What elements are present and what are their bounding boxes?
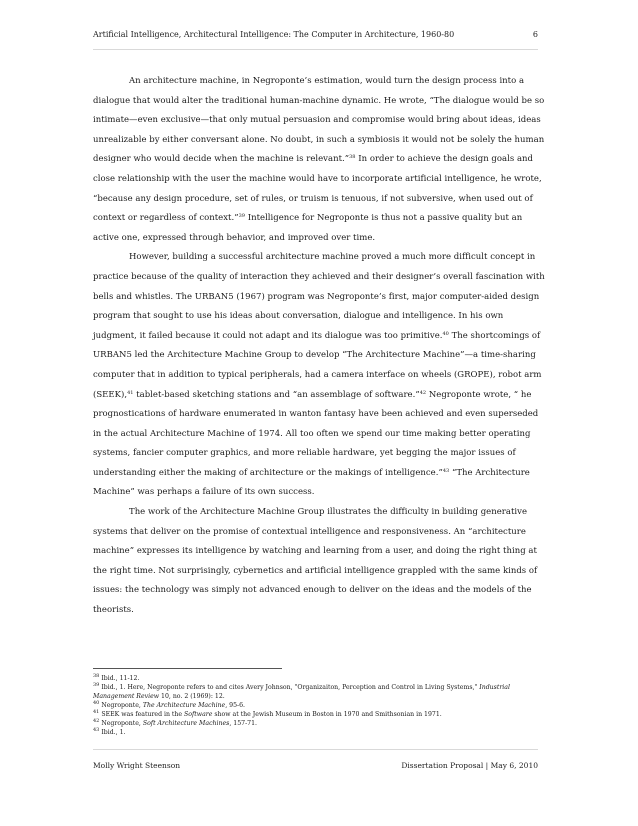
footer-rule <box>93 749 538 750</box>
running-footer <box>93 761 538 770</box>
text-run: Negroponte, <box>99 702 143 709</box>
footnote-ref: 38 <box>349 154 356 161</box>
footnote-ref: 42 <box>419 389 427 396</box>
text-run: show at the Jewish Museum in Boston in 1970 and Smithsonian in 1971. <box>212 711 442 718</box>
text-run: However, building a successful architecture machine proved a much more difficult concept in practice because of the quality of interaction they achieved and their designer’s overall fascination with bells and whistles. The URBAN5 (1967) program was Negroponte’s first, major computer-aided design program that sought to use his ideas about conversation, dialogue and intelligence. In his own judgment, it failed because it could not adapt and its dialogue was too primitive. <box>93 252 545 341</box>
running-header <box>93 30 538 39</box>
footnote-ref: 39 <box>238 213 245 220</box>
italic-title: The Architecture Machine <box>142 702 226 709</box>
paragraph-1 <box>93 72 545 248</box>
text-run: Ibid., 11-12. <box>99 675 140 682</box>
footnotes <box>93 674 545 737</box>
footnote-number: 42 <box>93 718 100 724</box>
footnote-ref: 41 <box>127 389 134 396</box>
header-rule <box>93 49 538 50</box>
footnote-separator <box>93 668 282 669</box>
italic-title: Soft Architecture Machines <box>142 720 230 727</box>
footnote-ref: 40 <box>442 330 449 337</box>
text-run: An architecture machine, in Negroponte’s estimation, would turn the design process into a dialogue that would alter the traditional human-machine dynamic. He wrote, “The dialogue would be so intimate—even exclusive—that only mutual persuasion and compromise would bring about ideas, ideas unrealizable by either conversant alone. No doubt, in such a symbiosis it would not be solely the human designer who would decide when the machine is relevant.” <box>93 76 545 165</box>
text-run: SEEK was featured in the <box>99 711 185 718</box>
text-run: Negroponte wrote, “ he prognostications of hardware enumerated in wanton fantasy have been achieved and even superseded in the actual Architecture Machine of 1974. All too often we spend our time making better operating systems, fancier computer graphics, and more reliable hardware, yet begging the major issues of understanding either the making of architecture or the makings of intelligence.” <box>93 389 539 478</box>
text-run: In order to achieve the design goals and close relationship with the user the machine would have to incorporate artificial intelligence, he wrote, “because any design procedure, set of rules, or truism is tenuous, if not subversive, when used out of context or regardless of context.” <box>93 154 542 224</box>
footnote-number: 43 <box>93 727 100 733</box>
text-run: Intelligence for Negroponte is thus not a passive quality but an active one, expressed through behavior, and improved over time. <box>93 213 523 243</box>
paragraph-3 <box>93 503 545 621</box>
footnote-number: 38 <box>93 673 100 679</box>
text-run: , 157-71. <box>229 720 258 727</box>
text-run: “The Architecture Machine” was perhaps a failure of its own success. <box>93 467 530 498</box>
text-run: The shortcomings of URBAN5 led the Architecture Machine Group to develop “The Architecture Machine”—a time-sharing computer that in addition to typical peripherals, had a camera interface on wheels (GROPE), robot arm (SEEK), <box>93 330 542 400</box>
paragraph-2 <box>93 248 545 503</box>
text-run: Negroponte, <box>99 720 143 727</box>
footnote-ref: 43 <box>442 467 450 474</box>
italic-title: Software <box>184 711 213 718</box>
text-run: 10, no. 2 (1969): 12. <box>159 693 225 700</box>
body-text <box>93 72 545 621</box>
footnote-42 <box>93 719 545 728</box>
text-run: The work of the Architecture Machine Group illustrates the difficulty in building generative systems that deliver on the promise of contextual intelligence and responsiveness. An “architecture machine” expresses its intelligence by watching and learning from a user, and doing the right thing at the right time. Not surprisingly, cybernetics and artificial intelligence grappled with the same kinds of issues: the technology was simply not advanced enough to deliver on the ideas and the models of the theorists. <box>93 507 538 616</box>
footnote-number: 39 <box>93 682 100 688</box>
page-number: 6 <box>532 30 538 39</box>
text-run: Ibid., 1. Here, Negroponte refers to and cites Avery Johnson, "Organizaiton, Perception and Control in Living Systems," <box>99 684 480 691</box>
footnote-38 <box>93 674 545 683</box>
footer-author: Molly Wright Steenson <box>93 761 181 770</box>
header-title: Artificial Intelligence, Architectural Intelligence: The Computer in Architecture, 1960-80 <box>93 30 455 39</box>
footnote-number: 41 <box>93 709 100 715</box>
text-run: Ibid., 1. <box>99 729 126 736</box>
footer-right: Dissertation Proposal | May 6, 2010 <box>401 761 538 770</box>
text-run: tablet-based sketching stations and “an assemblage of software.” <box>133 389 420 400</box>
footnote-40 <box>93 701 545 710</box>
footnote-43 <box>93 728 545 737</box>
footnote-number: 40 <box>93 700 100 706</box>
footnote-39 <box>93 683 545 701</box>
footnote-41 <box>93 710 545 719</box>
italic-title: Industrial Management Review <box>93 684 510 700</box>
text-run: , 95-6. <box>225 702 246 709</box>
